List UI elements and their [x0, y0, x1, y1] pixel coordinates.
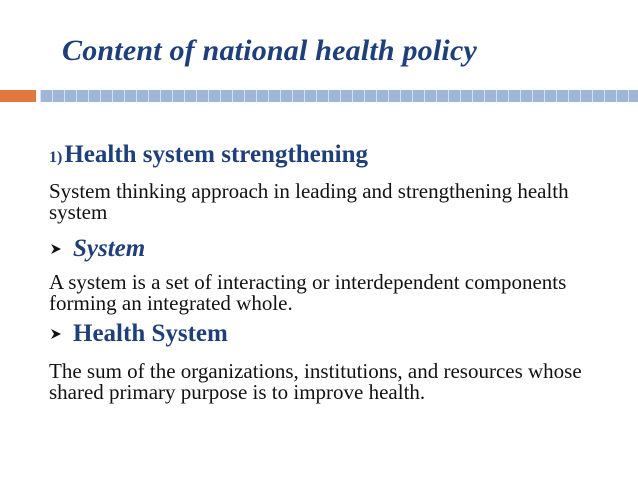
section-heading [49, 141, 368, 169]
bullet-label: Health System [73, 320, 228, 347]
title-underline-blue [40, 90, 638, 102]
arrow-bullet-icon [49, 242, 63, 256]
bullet-label: System [73, 235, 146, 262]
section-number: 1) [49, 149, 63, 166]
section-heading-text: Health system strengthening [64, 141, 369, 168]
bullet-description: A system is a set of interacting or interdependent components forming an integrated whole. [49, 270, 567, 315]
intro-text: System thinking approach in leading and strengthening health system [49, 179, 569, 224]
bullet-description: The sum of the organizations, institutions, and resources whose shared primary purpose is to improve health. [49, 359, 582, 404]
title-underline-orange [0, 90, 36, 102]
bullet-system [49, 235, 145, 263]
slide-title: Content of national health policy [62, 34, 477, 67]
bullet-health-system [49, 320, 228, 348]
arrow-bullet-icon [49, 327, 63, 341]
